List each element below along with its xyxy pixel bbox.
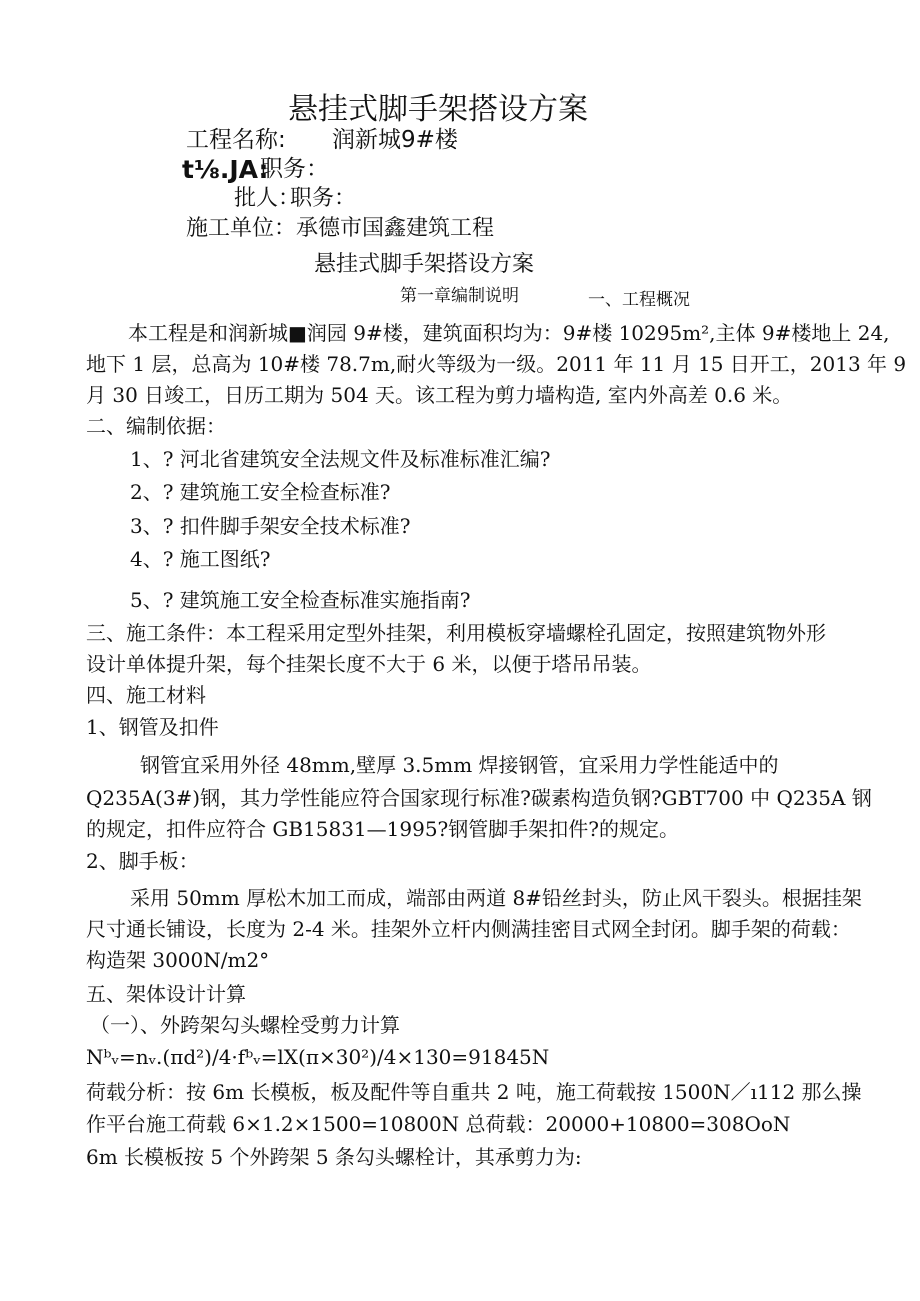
materials-pipes-heading: 1、钢管及扣件: [86, 715, 219, 739]
section-design-heading: 五、架体设计计算: [86, 982, 246, 1006]
conditions-line-2: 设计单体提升架，每个挂架长度不大于 6 米，以便于塔吊吊装。: [86, 652, 652, 676]
basis-item-4: 4、? 施工图纸?: [130, 547, 271, 571]
approver-position: 职务：: [290, 186, 357, 211]
boards-line-2: 尺寸通长铺设，长度为 2-4 米。挂架外立杆内侧满挂密目式网全封闭。脚手架的荷载：: [86, 917, 851, 941]
document-title: 悬挂式脚手架搭设方案: [288, 92, 588, 127]
approver-label: 批人：: [234, 186, 301, 211]
load-analysis-line-3: 6m 长模板按 5 个外跨架 5 条勾头螺栓计，其承剪力为:: [86, 1145, 582, 1169]
construction-unit-label: 施工单位：: [186, 216, 297, 241]
basis-item-1: 1、? 河北省建筑安全法规文件及标准标准汇编?: [130, 447, 551, 471]
materials-boards-heading: 2、脚手板：: [86, 849, 199, 873]
overview-line-3: 月 30 日竣工，日历工期为 504 天。该工程为剪力墙构造, 室内外高差 0.6 米。: [86, 383, 793, 407]
pipes-line-3: 的规定，扣件应符合 GB15831—1995?钢管脚手架扣件?的规定。: [86, 817, 679, 841]
basis-item-2: 2、? 建筑施工安全检查标准?: [130, 480, 391, 504]
design-subsection-heading: （一）、外跨架勾头螺栓受剪力计算: [90, 1013, 400, 1037]
chapter-heading: 第一章编制说明: [400, 286, 519, 306]
compiler-position: 职务：: [260, 156, 329, 182]
basis-item-3: 3、? 扣件脚手架安全技术标准?: [130, 514, 411, 538]
shear-formula: Nᵇᵥ=nᵥ.(πd²)∕4·fᵇᵥ=lX(π×30²)∕4×130=91845N: [86, 1045, 550, 1069]
document-subtitle: 悬挂式脚手架搭设方案: [314, 252, 535, 277]
pipes-line-1: 钢管宜采用外径 48mm,壁厚 3.5mm 焊接钢管，宜采用力学性能适中的: [140, 753, 779, 777]
section-materials-heading: 四、施工材料: [86, 683, 206, 707]
section-basis-heading: 二、编制依据：: [86, 414, 226, 438]
load-analysis-line-2: 作平台施工荷载 6×1.2×1500=10800N 总荷载：20000+10800=308OoN: [86, 1112, 791, 1136]
construction-unit-value: 承德市国鑫建筑工程: [296, 216, 495, 241]
load-analysis-line-1: 荷载分析：按 6m 长模板，板及配件等自重共 2 吨，施工荷载按 1500N／ı112 那么操: [86, 1080, 862, 1104]
overview-line-2: 地下 1 层，总高为 10#楼 78.7m,耐火等级为一级。2011 年 11 月 15 日开工，2013 年 9: [86, 352, 907, 376]
compiler-label: t⅛.JA:: [182, 155, 269, 184]
overview-line-1: 本工程是和润新城■润园 9#楼，建筑面积均为：9#楼 10295m²,主体 9#楼地上 24,: [128, 321, 890, 345]
conditions-line-1: 三、施工条件：本工程采用定型外挂架，利用模板穿墙螺栓孔固定，按照建筑物外形: [86, 621, 826, 645]
boards-line-3: 构造架 3000N∕m2°: [86, 948, 270, 972]
pipes-line-2: Q235A(3#)钢，其力学性能应符合国家现行标准?碳素构造负钢?GBT700 中 Q235A 钢: [86, 786, 872, 810]
section-overview-heading: 一、工程概况: [588, 290, 690, 310]
boards-line-1: 采用 50mm 厚松木加工而成，端部由两道 8#铅丝封头，防止风干裂头。根据挂架: [130, 886, 862, 910]
project-name-label: 工程名称:: [186, 127, 286, 153]
project-name-value: 润新城9#楼: [332, 127, 458, 153]
basis-item-5: 5、? 建筑施工安全检查标准实施指南?: [130, 588, 471, 612]
